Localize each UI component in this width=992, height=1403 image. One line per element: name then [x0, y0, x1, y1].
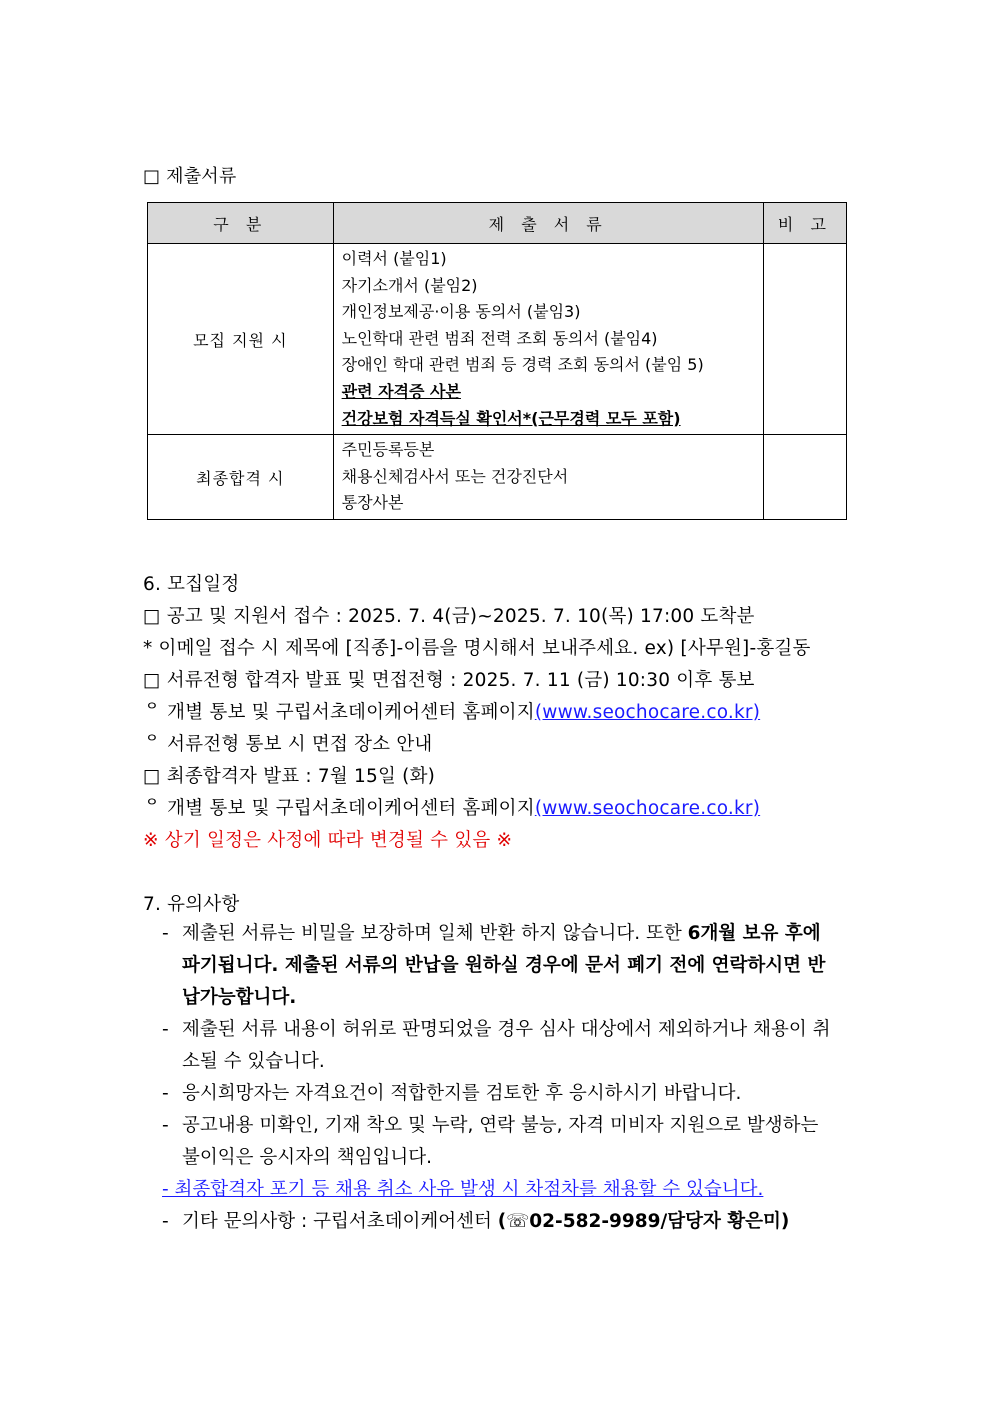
caution-item — [162, 1110, 862, 1174]
caution-text: 제출된 서류 내용이 허위로 판명되었을 경우 심사 대상에서 제외하거나 채용이 취소될 수 있습니다. — [182, 1019, 831, 1072]
schedule-line: □ 서류전형 합격자 발표 및 면접전형 : 2025. 7. 11 (금) 10:30 이후 통보 — [143, 670, 755, 691]
bullet: - — [162, 1115, 169, 1136]
bullet: - — [162, 1211, 169, 1232]
table-header-row — [148, 203, 847, 244]
schedule-line: □ 최종합격자 발표 : 7월 15일 (화) — [143, 766, 436, 787]
row-documents — [333, 435, 763, 520]
caution-text — [182, 1206, 862, 1238]
caution-item-highlight: - 최종합격자 포기 등 채용 취소 사유 발생 시 차점차를 채용할 수 있습니다. — [162, 1179, 764, 1200]
caution-item — [162, 1206, 862, 1238]
row-documents — [333, 244, 763, 435]
schedule-title: 6. 모집일정 — [143, 574, 240, 595]
bullet: - — [162, 1083, 169, 1104]
schedule-line: * 이메일 접수 시 제목에 [직종]-이름을 명시해서 보내주세요. ex) [사무원]-홍길동 — [143, 638, 811, 659]
document-item: 채용신체검사서 또는 건강진단서 — [341, 466, 569, 486]
schedule-line — [143, 698, 760, 724]
document-item: 노인학대 관련 범죄 전력 조회 동의서 (붙임4) — [341, 328, 658, 348]
caution-item — [162, 1014, 862, 1078]
row-category: 최종합격 시 — [148, 435, 334, 520]
table-row — [148, 435, 847, 520]
caution-item — [162, 1078, 862, 1110]
table-row — [148, 244, 847, 435]
homepage-link[interactable]: (www.seochocare.co.kr) — [534, 798, 761, 819]
caution-text: 공고내용 미확인, 기재 착오 및 누락, 연락 불능, 자격 미비자 지원으로 발생하는 불이익은 응시자의 책임입니다. — [182, 1115, 819, 1168]
document-item: 개인정보제공·이용 동의서 (붙임3) — [341, 302, 581, 322]
caution-text-normal: 제출된 서류는 비밀을 보장하며 일체 반환 하지 않습니다. 또한 — [182, 923, 688, 944]
caution-item — [162, 918, 862, 1014]
caution-text-bold: 6개월 보유 후에 파기됩니다. 제출된 서류의 반납을 원하실 경우에 문서 폐기 전에 연락하시면 반납가능합니다. — [182, 923, 826, 1008]
row-note — [763, 435, 846, 520]
header-documents: 제 출 서 류 — [333, 203, 763, 244]
caution-title: 7. 유의사항 — [143, 894, 240, 915]
bullet: - — [162, 1019, 169, 1040]
schedule-line: □ 공고 및 지원서 접수 : 2025. 7. 4(금)~2025. 7. 10(목) 17:00 도착분 — [143, 606, 755, 627]
contact-phone: (☏02-582-9989/담당자 황은미) — [497, 1211, 790, 1232]
schedule-warning: ※ 상기 일정은 사정에 따라 변경될 수 있음 ※ — [143, 830, 513, 851]
schedule-text: ᄋ 개별 통보 및 구립서초데이케어센터 홈페이지 — [143, 702, 535, 723]
document-item-emphasis: 관련 자격증 사본 — [341, 381, 461, 401]
homepage-link[interactable]: (www.seochocare.co.kr) — [534, 702, 761, 723]
caution-text: 응시희망자는 자격요건이 적합한지를 검토한 후 응시하시기 바랍니다. — [182, 1083, 742, 1104]
schedule-text: ᄋ 개별 통보 및 구립서초데이케어센터 홈페이지 — [143, 798, 535, 819]
document-item: 자기소개서 (붙임2) — [341, 275, 478, 295]
row-category: 모집 지원 시 — [148, 244, 334, 435]
document-item: 장애인 학대 관련 범죄 등 경력 조회 동의서 (붙임 5) — [341, 355, 704, 375]
schedule-line — [143, 794, 760, 820]
submission-table — [147, 202, 847, 520]
caution-text — [182, 918, 842, 1014]
header-category: 구 분 — [148, 203, 334, 244]
document-item: 통장사본 — [341, 493, 404, 513]
contact-label: 기타 문의사항 : 구립서초데이케어센터 — [182, 1211, 498, 1232]
document-item-emphasis: 건강보험 자격득실 확인서*(근무경력 모두 포함) — [341, 408, 681, 428]
document-item: 이력서 (붙임1) — [341, 249, 447, 268]
bullet: - — [162, 923, 169, 944]
row-note — [763, 244, 846, 435]
schedule-line: ᄋ 서류전형 통보 시 면접 장소 안내 — [143, 734, 433, 755]
header-note: 비 고 — [763, 203, 846, 244]
submission-section-title: □ 제출서류 — [143, 166, 237, 187]
document-item: 주민등록등본 — [341, 440, 435, 460]
